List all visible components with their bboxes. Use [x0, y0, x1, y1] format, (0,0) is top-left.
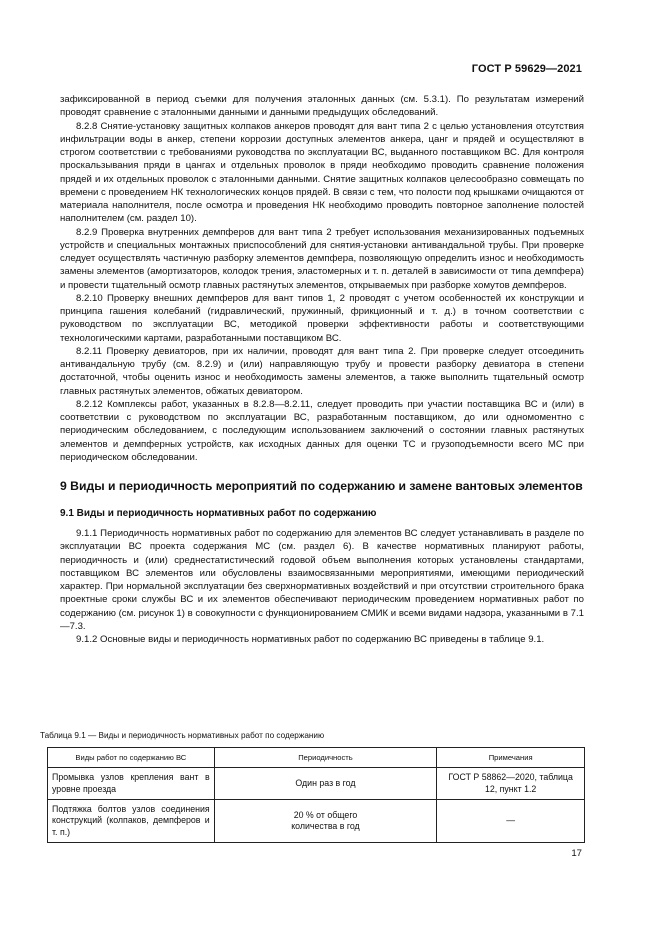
table-cell [214, 800, 437, 843]
table-cell: Промывка узлов крепления вант в уровне проезда [48, 768, 215, 800]
paragraph-8-2-8: 8.2.8 Снятие-установку защитных колпаков анкеров проводят для вант типа 2 с целью установления отсутствия инфильтрации воды в анкер, степени коррозии доступных элементов анкера, цанг и прядей и осуществляют в строгом соответствии с требованиями руководства по эксплуатации ВС, выданного поставщиком ВС. Для контроля проскальзывания пряди в цангах и отдельных проволок в пряди необходимо проводить сравнение положения прядей и их отдельных проволок с эталонными данными. Снятие защитных колпаков целесообразно совмещать по времени с проведением НК технологических концов прядей. В связи с тем, что полости под крышками очищаются от материала наполнителя, после осмотра и проведения НК необходимо проводить повторное заполнение полостей наполнителем (см. раздел 10). [60, 120, 584, 225]
table-cell: ГОСТ Р 58862—2020, таблица 12, пункт 1.2 [437, 768, 585, 800]
standard-number: ГОСТ Р 59629—2021 [471, 63, 582, 75]
table-row [48, 800, 585, 843]
table-cell: Подтяжка болтов узлов соединения конструкций (колпаков, демпферов и т. п.) [48, 800, 215, 843]
paragraph-9-1-1: 9.1.1 Периодичность нормативных работ по содержанию для элементов ВС следует устанавливать в разделе по эксплуатации ВС проекта содержания МС (см. раздел 6). В качестве нормативных планируют работы, периодичность и (или) среднестатистический годовой объем выполнения которых установлены стандартами, поставщиком ВС элементов или обусловлены взаимосвязанными мероприятиями, имеющими периодический характер. При нормальной эксплуатации без сверхнормативных воздействий и при отсутствии строительного брака проектные сроки службы ВС и их элементов обеспечивают периодическим проведением нормативных работ по содержанию (см. рисунок 1) в совокупности с функционированием СМИК и всеми видами надзора, указанными в 7.1—7.3. [60, 528, 584, 632]
column-header: Примечания [437, 748, 585, 768]
table-row [48, 768, 585, 800]
paragraph-8-2-12: 8.2.12 Комплексы работ, указанных в 8.2.8—8.2.11, следует проводить при участии поставщика ВС и (или) в соответствии с руководством по эксплуатации ВС, разработанным поставщиком, до или одномоментно с периодическим обследованием, с последующим использованием заключений о состоянии главных растянутых элементов и демпферных устройств, как исходных данных для оценки ТС и грузоподъемности всего МС при периодическом обследовании. [60, 398, 584, 463]
paragraph: зафиксированной в период съемки для получения эталонных данных (см. 5.3.1). По результатам измерений проводят сравнение с эталонными данными и данными предыдущих обследований. [60, 94, 584, 119]
paragraph-8-2-9: 8.2.9 Проверка внутренних демпферов для вант типа 2 требует использования механизированных подъемных устройств и специальных монтажных приспособлений для снятия-установки антивандальной трубы. При проверке следует осуществлять частичную разборку элементов демпфера, позволяющую определить износ и необходимость замены элементов (амортизаторов, колодок трения, эластомерных и т. п. деталей в зависимости от типа демпфера) и провести тщательный осмотр главных растянутых элементов, открываемых при разборке хомутов демпферов. [60, 226, 584, 291]
paragraph-8-2-11: 8.2.11 Проверку девиаторов, при их наличии, проводят для вант типа 2. При проверке следует отсоединить антивандальную трубу (см. 8.2.9) и (или) направляющую трубу и провести разборку девиатора в степени достаточной, чтобы оценить износ и необходимость замены элементов, а также выполнить тщательный осмотр главных растянутых элементов, обжатых девиатором. [60, 345, 584, 397]
paragraph-9-1-2: 9.1.2 Основные виды и периодичность нормативных работ по содержанию ВС приведены в таблице 9.1. [76, 634, 545, 645]
table-cell: — [437, 800, 585, 843]
table-9-1 [47, 747, 585, 843]
document-body [60, 93, 584, 646]
paragraph-8-2-10: 8.2.10 Проверку внешних демпферов для вант типов 1, 2 проводят с учетом особенностей их конструкции и принципа гашения колебаний (гидравлический, пружинный, фрикционный и т. д.) в точном соответствии с руководством по эксплуатации ВС, методикой проверки эффективности работы и соответствующими технологическими картами, разработанными поставщиком ВС. [60, 292, 584, 344]
page-number: 17 [571, 848, 582, 859]
section-9-title: 9 Виды и периодичность мероприятий по содержанию и замене вантовых элементов [60, 479, 583, 493]
column-header: Виды работ по содержанию ВС [48, 748, 215, 768]
column-header: Периодичность [214, 748, 437, 768]
cell-text: 20 % от общего количества в год [291, 809, 360, 831]
table-header-row [48, 748, 585, 768]
subsection-9-1-title: 9.1 Виды и периодичность нормативных работ по содержанию [60, 508, 377, 519]
table-caption: Таблица 9.1 — Виды и периодичность нормативных работ по содержанию [40, 731, 325, 740]
table-cell: Один раз в год [214, 768, 437, 800]
